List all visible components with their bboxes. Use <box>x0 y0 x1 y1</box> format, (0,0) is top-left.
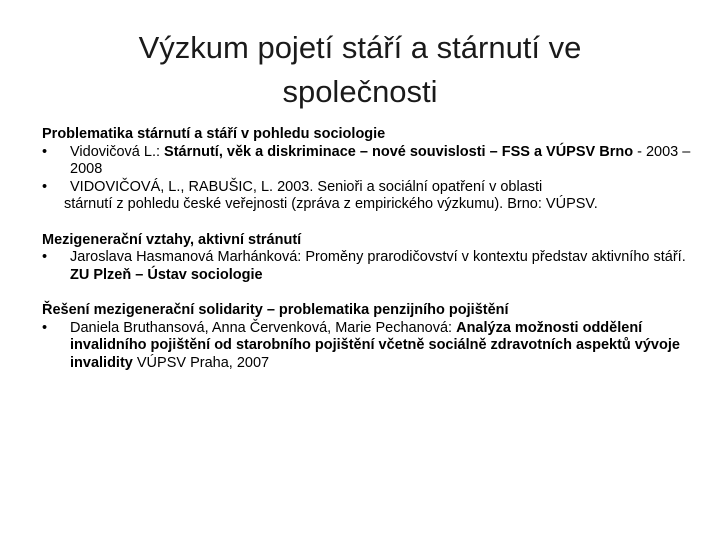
list-item-continuation: stárnutí z pohledu české veřejnosti (zpráva z empirického výzkumu). Brno: VÚPSV. <box>64 196 598 212</box>
institution-text: ZU Plzeň – Ústav sociologie <box>70 266 263 283</box>
section-heading: Mezigenerační vztahy, aktivní stránutí <box>42 231 302 248</box>
slide-content <box>42 126 692 372</box>
list-item <box>42 179 692 197</box>
title-line-2: společnosti <box>282 74 438 109</box>
list-item-text <box>70 249 686 283</box>
bullet-marker: • <box>42 249 48 265</box>
list-item <box>42 144 692 179</box>
list-item-text: VIDOVIČOVÁ, L., RABUŠIC, L. 2003. Senioři a sociální opatření v oblasti <box>70 178 543 195</box>
publication-title: Stárnutí, věk a diskriminace – nové souvislosti – <box>164 143 502 160</box>
list-item-text <box>70 320 680 371</box>
section-heading: Řešení mezigenerační solidarity – problematika penzijního pojištění <box>42 302 509 318</box>
bullet-marker: • <box>42 319 48 336</box>
reference-text: Jaroslava Hasmanová Marhánková: Proměny prarodičovství v kontextu představ aktivního stáří. <box>70 249 686 265</box>
section-pension <box>42 302 692 372</box>
author-text: Vidovičová L.: <box>70 143 165 160</box>
title-line-1: Výzkum pojetí stáří a stárnutí ve <box>138 30 582 65</box>
publisher-text: FSS a VÚPSV Brno <box>501 143 634 160</box>
list-item <box>42 320 692 373</box>
page-title <box>60 26 660 114</box>
section-heading: Problematika stárnutí a stáří v pohledu sociologie <box>42 126 386 142</box>
section-intergenerational <box>42 232 692 285</box>
publisher-text: VÚPSV Praha, 2007 <box>132 354 270 371</box>
bullet-marker: • <box>42 178 48 195</box>
list-item <box>42 249 692 284</box>
section-sociology <box>42 126 692 214</box>
list-item-text <box>70 144 690 178</box>
date-range-text: - 2003 – 2008 <box>70 143 691 177</box>
authors-text: Daniela Bruthansová, Anna Červenková, Marie Pechanová: <box>70 319 457 336</box>
publication-title: Analýza možnosti oddělení invalidního pojištění od starobního pojištění včetně sociálně zdravotních aspektů vývoje invalidity <box>70 319 680 371</box>
bullet-marker: • <box>42 143 48 160</box>
